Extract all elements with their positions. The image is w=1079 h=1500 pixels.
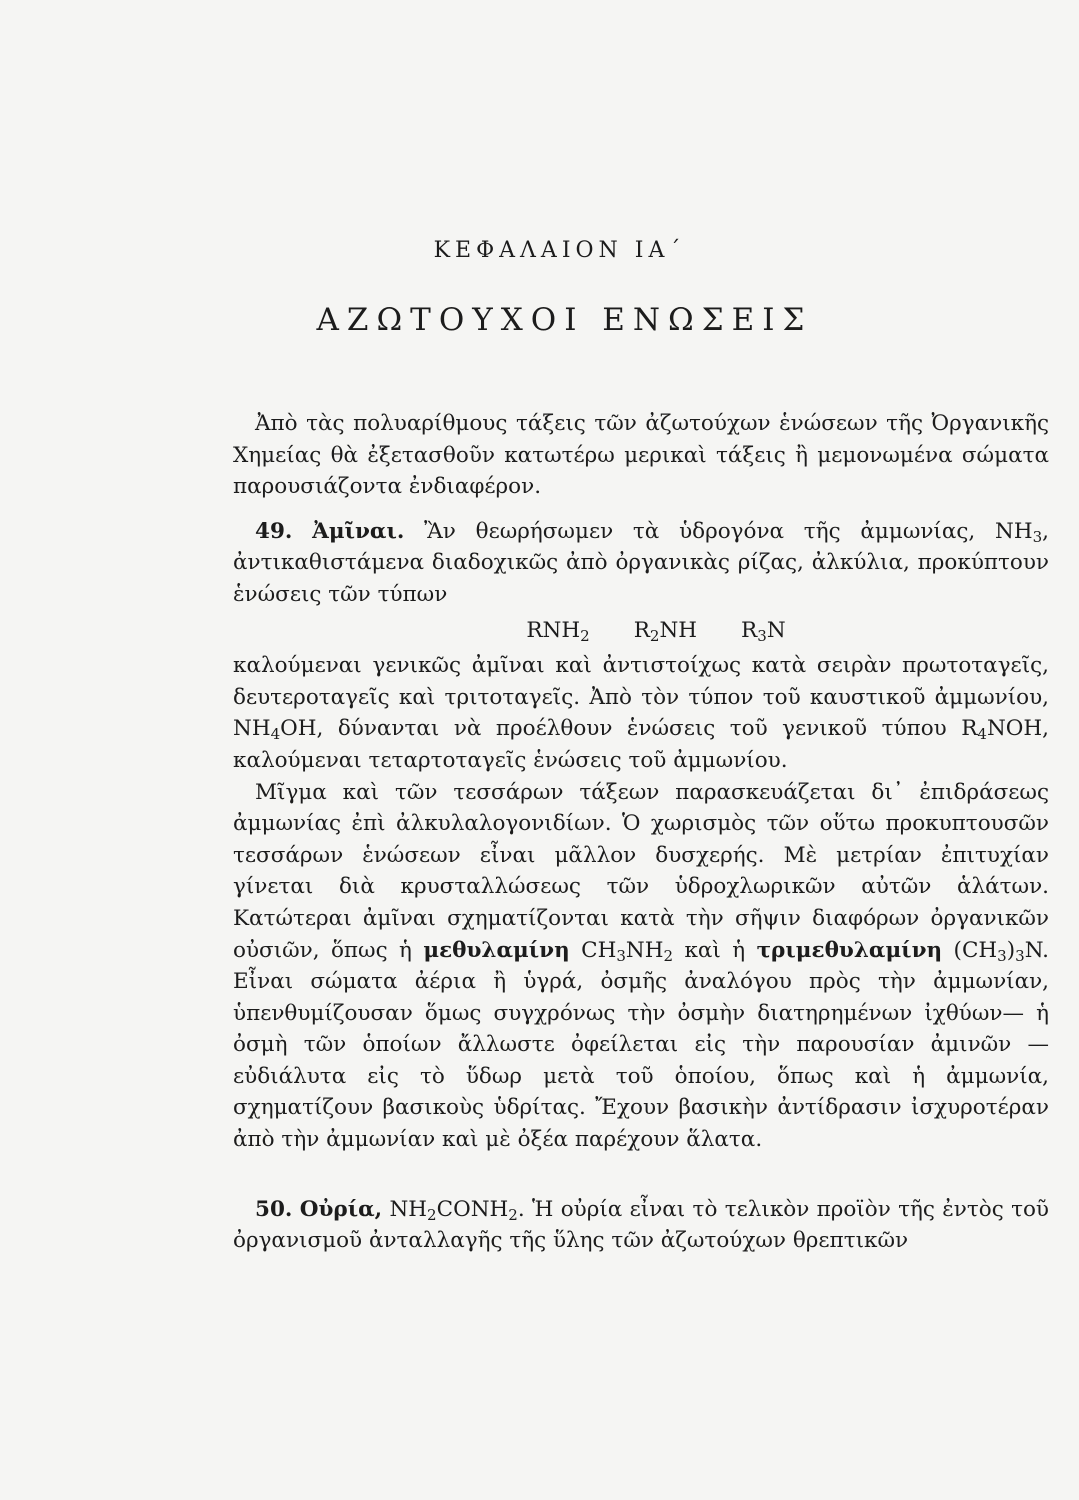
trimethylamine-term: τριμεθυλαμίνη: [756, 937, 943, 963]
body-text: [233, 408, 1049, 1257]
amine-classes-paragraph: καλούμεναι γενικῶς ἀμῖναι καὶ ἀντιστοίχως κατὰ σειρὰν πρωτοταγεῖς, δευτεροταγεῖς καὶ τριτοταγεῖς. Ἀπὸ τὸν τύπον τοῦ καυστικοῦ ἀμμωνίου, $NH_4OH$, δύνανται νὰ προέλθουν ἑνώσεις τοῦ γενικοῦ τύπου $R_4NOH$, καλούμεναι τεταρτοταγεῖς ἑνώσεις τοῦ ἀμμωνίου.: [233, 653, 1049, 773]
formula-secondary: $R_2NH$: [633, 617, 698, 645]
formula-primary: $RNH_2$: [526, 617, 590, 645]
chapter-heading: ΚΕΦΑΛΑΙΟΝ ΙΑ΄: [433, 238, 686, 263]
amine-formulas: [233, 615, 1049, 647]
section-50-heading: Οὐρία,: [299, 1196, 383, 1222]
section-50-paragraph: 50. Οὐρία, $NH_2CONH_2$. Ἡ οὐρία εἶναι τὸ τελικὸν προϊὸν τῆς ἐντὸς τοῦ ὀργανισμοῦ ἀνταλλαγῆς τῆς ὕλης τῶν ἀζωτούχων θρεπτικῶν: [233, 1196, 1049, 1254]
formula-tertiary: $R_3N$: [741, 617, 786, 645]
intro-paragraph: Ἀπὸ τὰς πολυαρίθμους τάξεις τῶν ἀζωτούχων ἑνώσεων τῆς Ὀργανικῆς Χημείας θὰ ἐξετασθοῦν κατωτέρω μερικαὶ τάξεις ἢ μεμονωμένα σώματα παρουσιάζοντα ἐνδιαφέρον.: [233, 411, 1049, 500]
chapter-title: ΑΖΩΤΟΥΧΟΙ ΕΝΩΣΕΙΣ: [316, 302, 813, 338]
section-49-paragraph: 49. Ἀμῖναι. Ἂν θεωρήσωμεν τὰ ὑδρογόνα τῆς ἀμμωνίας, $NH_3$, ἀντικαθιστάμενα διαδοχικῶς ἀπὸ ὀργανικὰς ρίζας, ἀλκύλια, προκύπτουν ἑνώσεις τῶν τύπων: [233, 518, 1049, 607]
section-49-heading: Ἀμῖναι.: [312, 518, 405, 544]
amine-preparation-paragraph: Μῖγμα καὶ τῶν τεσσάρων τάξεων παρασκευάζεται δι᾽ ἐπιδράσεως ἀμμωνίας ἐπὶ ἀλκυλαλογονιδίων. Ὁ χωρισμὸς τῶν οὕτω προκυπτουσῶν τεσσάρων ἑνώσεων εἶναι μᾶλλον δυσχερής. Μὲ μετρίαν ἐπιτυχίαν γίνεται διὰ κρυσταλλώσεως τῶν ὑδροχλωρικῶν αὐτῶν ἁλάτων. Κατώτεραι ἀμῖναι σχηματίζονται κατὰ τὴν σῆψιν διαφόρων ὀργανικῶν οὐσιῶν, ὅπως ἡ μεθυλαμίνη $CH_3NH_2$ καὶ ἡ τριμεθυλαμίνη $(CH_3)_3N$. Εἶναι σώματα ἀέρια ἢ ὑγρά, ὀσμῆς ἀναλόγου πρὸς τὴν ἀμμωνίαν, ὑπενθυμίζουσαν ὅμως συγχρόνως τὴν ὀσμὴν διατηρημένων ἰχθύων— ἡ ὀσμὴ τῶν ὁποίων ἄλλωστε ὀφείλεται εἰς τὴν παρουσίαν ἀμινῶν — εὐδιάλυτα εἰς τὸ ὕδωρ μετὰ τοῦ ὁποίου, ὅπως καὶ ἡ ἀμμωνία, σχηματίζουν βασικοὺς ὑδρίτας. Ἔχουν βασικὴν ἀντίδρασιν ἰσχυροτέραν ἀπὸ τὴν ἀμμωνίαν καὶ μὲ ὀξέα παρέχουν ἅλατα.: [233, 779, 1049, 1153]
methylamine-term: μεθυλαμίνη: [423, 937, 570, 963]
show-through-text: [170, 70, 1050, 214]
section-50-number: 50.: [255, 1196, 293, 1222]
section-49-number: 49.: [255, 518, 293, 544]
